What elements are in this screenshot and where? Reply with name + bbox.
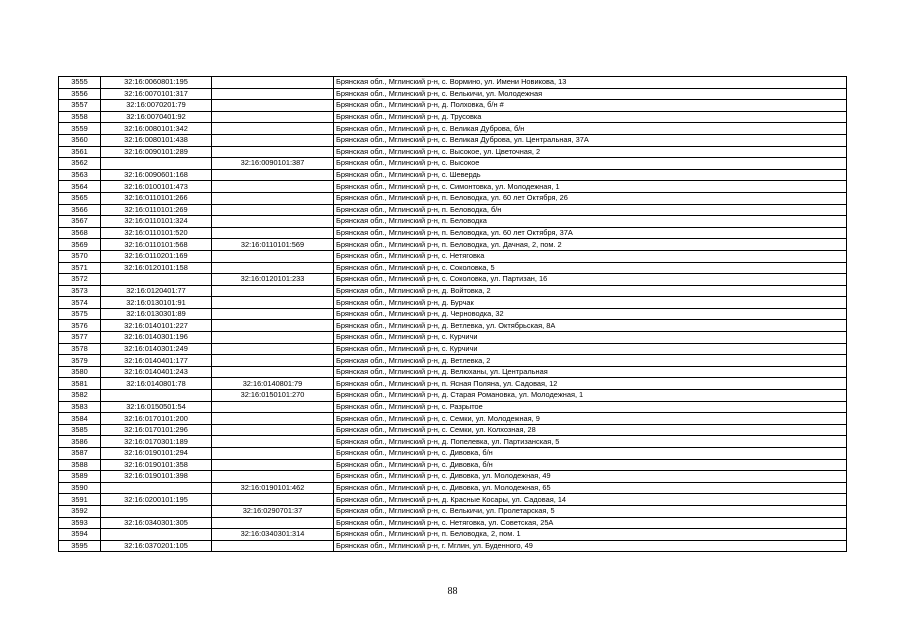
row-number-cell: 3594 xyxy=(59,529,101,541)
table-row xyxy=(59,216,847,228)
building-cadastral-number-cell xyxy=(212,413,334,425)
row-number-cell: 3583 xyxy=(59,401,101,413)
cadastral-number-cell: 32:16:0170101:296 xyxy=(101,424,212,436)
row-number-cell: 3567 xyxy=(59,216,101,228)
cadastral-number-cell: 32:16:0140401:177 xyxy=(101,355,212,367)
cadastral-number-cell xyxy=(101,529,212,541)
address-cell: Брянская обл., Мглинский р-н, с. Дивовка, б/н xyxy=(334,459,847,471)
cadastral-number-cell: 32:16:0120401:77 xyxy=(101,285,212,297)
cadastral-number-cell: 32:16:0140801:78 xyxy=(101,378,212,390)
building-cadastral-number-cell xyxy=(212,77,334,89)
table-row xyxy=(59,448,847,460)
cadastral-number-cell: 32:16:0110201:169 xyxy=(101,250,212,262)
building-cadastral-number-cell xyxy=(212,146,334,158)
row-number-cell: 3568 xyxy=(59,227,101,239)
building-cadastral-number-cell xyxy=(212,517,334,529)
building-cadastral-number-cell xyxy=(212,320,334,332)
building-cadastral-number-cell xyxy=(212,343,334,355)
table-row xyxy=(59,77,847,89)
table-row xyxy=(59,134,847,146)
row-number-cell: 3570 xyxy=(59,250,101,262)
table-row xyxy=(59,378,847,390)
table-row xyxy=(59,181,847,193)
address-cell: Брянская обл., Мглинский р-н, с. Соколовка, ул. Партизан, 16 xyxy=(334,274,847,286)
row-number-cell: 3560 xyxy=(59,134,101,146)
table-row xyxy=(59,401,847,413)
table-row xyxy=(59,343,847,355)
cadastral-number-cell: 32:16:0190101:358 xyxy=(101,459,212,471)
building-cadastral-number-cell: 32:16:0110101:569 xyxy=(212,239,334,251)
building-cadastral-number-cell xyxy=(212,436,334,448)
building-cadastral-number-cell xyxy=(212,169,334,181)
building-cadastral-number-cell xyxy=(212,100,334,112)
cadastral-number-cell: 32:16:0130101:91 xyxy=(101,297,212,309)
address-cell: Брянская обл., Мглинский р-н, д. Ветлевка, ул. Октябрьская, 8А xyxy=(334,320,847,332)
row-number-cell: 3555 xyxy=(59,77,101,89)
address-cell: Брянская обл., Мглинский р-н, д. Полховка, б/н # xyxy=(334,100,847,112)
address-cell: Брянская обл., Мглинский р-н, с. Вормино, ул. Имени Новикова, 13 xyxy=(334,77,847,89)
cadastral-number-cell: 32:16:0140101:227 xyxy=(101,320,212,332)
address-cell: Брянская обл., Мглинский р-н, с. Разрытое xyxy=(334,401,847,413)
cadastral-number-cell: 32:16:0080101:342 xyxy=(101,123,212,135)
building-cadastral-number-cell xyxy=(212,123,334,135)
row-number-cell: 3593 xyxy=(59,517,101,529)
row-number-cell: 3559 xyxy=(59,123,101,135)
address-cell: Брянская обл., Мглинский р-н, с. Нетяговка, ул. Советская, 25А xyxy=(334,517,847,529)
row-number-cell: 3566 xyxy=(59,204,101,216)
building-cadastral-number-cell: 32:16:0190101:462 xyxy=(212,482,334,494)
table-row xyxy=(59,459,847,471)
building-cadastral-number-cell xyxy=(212,332,334,344)
cadastral-number-cell: 32:16:0190101:294 xyxy=(101,448,212,460)
cadastral-number-cell: 32:16:0080101:438 xyxy=(101,134,212,146)
address-cell: Брянская обл., Мглинский р-н, с. Дивовка, ул. Молодежная, 49 xyxy=(334,471,847,483)
address-cell: Брянская обл., Мглинский р-н, г. Мглин, ул. Буденного, 49 xyxy=(334,540,847,552)
row-number-cell: 3580 xyxy=(59,366,101,378)
table-row xyxy=(59,390,847,402)
building-cadastral-number-cell: 32:16:0090101:387 xyxy=(212,158,334,170)
address-cell: Брянская обл., Мглинский р-н, с. Высокое xyxy=(334,158,847,170)
building-cadastral-number-cell xyxy=(212,448,334,460)
address-cell: Брянская обл., Мглинский р-н, п. Беловодка, б/н xyxy=(334,204,847,216)
building-cadastral-number-cell: 32:16:0150101:270 xyxy=(212,390,334,402)
table-row xyxy=(59,413,847,425)
cadastral-number-cell xyxy=(101,505,212,517)
registry-table-body xyxy=(59,77,847,552)
table-row xyxy=(59,505,847,517)
row-number-cell: 3591 xyxy=(59,494,101,506)
row-number-cell: 3564 xyxy=(59,181,101,193)
table-row xyxy=(59,169,847,181)
table-row xyxy=(59,494,847,506)
row-number-cell: 3582 xyxy=(59,390,101,402)
table-row xyxy=(59,262,847,274)
building-cadastral-number-cell xyxy=(212,459,334,471)
row-number-cell: 3588 xyxy=(59,459,101,471)
building-cadastral-number-cell xyxy=(212,355,334,367)
building-cadastral-number-cell xyxy=(212,216,334,228)
address-cell: Брянская обл., Мглинский р-н, с. Велькичи, ул. Пролетарская, 5 xyxy=(334,505,847,517)
property-registry-table xyxy=(58,76,847,552)
row-number-cell: 3561 xyxy=(59,146,101,158)
building-cadastral-number-cell xyxy=(212,250,334,262)
table-row xyxy=(59,424,847,436)
table-row xyxy=(59,332,847,344)
table-row xyxy=(59,366,847,378)
cadastral-number-cell xyxy=(101,274,212,286)
table-row xyxy=(59,204,847,216)
address-cell: Брянская обл., Мглинский р-н, д. Попелевка, ул. Партизанская, 5 xyxy=(334,436,847,448)
address-cell: Брянская обл., Мглинский р-н, д. Войтовка, 2 xyxy=(334,285,847,297)
address-cell: Брянская обл., Мглинский р-н, с. Дивовка, ул. Молодежная, 65 xyxy=(334,482,847,494)
row-number-cell: 3573 xyxy=(59,285,101,297)
cadastral-number-cell xyxy=(101,158,212,170)
row-number-cell: 3595 xyxy=(59,540,101,552)
row-number-cell: 3556 xyxy=(59,88,101,100)
table-row xyxy=(59,227,847,239)
cadastral-number-cell: 32:16:0090101:289 xyxy=(101,146,212,158)
address-cell: Брянская обл., Мглинский р-н, д. Красные Косары, ул. Садовая, 14 xyxy=(334,494,847,506)
table-row xyxy=(59,471,847,483)
building-cadastral-number-cell xyxy=(212,111,334,123)
address-cell: Брянская обл., Мглинский р-н, п. Беловодка xyxy=(334,216,847,228)
table-row xyxy=(59,239,847,251)
cadastral-number-cell: 32:16:0370201:105 xyxy=(101,540,212,552)
table-row xyxy=(59,123,847,135)
cadastral-number-cell: 32:16:0070401:92 xyxy=(101,111,212,123)
table-row xyxy=(59,146,847,158)
address-cell: Брянская обл., Мглинский р-н, п. Беловодка, ул. 60 лет Октября, 37А xyxy=(334,227,847,239)
cadastral-number-cell xyxy=(101,390,212,402)
table-row xyxy=(59,482,847,494)
address-cell: Брянская обл., Мглинский р-н, с. Соколовка, 5 xyxy=(334,262,847,274)
table-row xyxy=(59,285,847,297)
table-row xyxy=(59,158,847,170)
cadastral-number-cell: 32:16:0340301:305 xyxy=(101,517,212,529)
table-row xyxy=(59,355,847,367)
cadastral-number-cell: 32:16:0090601:168 xyxy=(101,169,212,181)
row-number-cell: 3565 xyxy=(59,192,101,204)
row-number-cell: 3581 xyxy=(59,378,101,390)
cadastral-number-cell: 32:16:0200101:195 xyxy=(101,494,212,506)
address-cell: Брянская обл., Мглинский р-н, с. Высокое, ул. Цветочная, 2 xyxy=(334,146,847,158)
row-number-cell: 3571 xyxy=(59,262,101,274)
address-cell: Брянская обл., Мглинский р-н, п. Ясная Поляна, ул. Садовая, 12 xyxy=(334,378,847,390)
row-number-cell: 3592 xyxy=(59,505,101,517)
building-cadastral-number-cell xyxy=(212,88,334,100)
table-row xyxy=(59,88,847,100)
address-cell: Брянская обл., Мглинский р-н, д. Старая Романовка, ул. Молодежная, 1 xyxy=(334,390,847,402)
address-cell: Брянская обл., Мглинский р-н, с. Симонтовка, ул. Молодежная, 1 xyxy=(334,181,847,193)
address-cell: Брянская обл., Мглинский р-н, д. Трусовка xyxy=(334,111,847,123)
address-cell: Брянская обл., Мглинский р-н, с. Нетяговка xyxy=(334,250,847,262)
table-row xyxy=(59,320,847,332)
cadastral-number-cell: 32:16:0140301:249 xyxy=(101,343,212,355)
row-number-cell: 3579 xyxy=(59,355,101,367)
cadastral-number-cell: 32:16:0150501:54 xyxy=(101,401,212,413)
row-number-cell: 3589 xyxy=(59,471,101,483)
cadastral-number-cell: 32:16:0110101:324 xyxy=(101,216,212,228)
cadastral-number-cell: 32:16:0070201:79 xyxy=(101,100,212,112)
cadastral-number-cell xyxy=(101,482,212,494)
row-number-cell: 3557 xyxy=(59,100,101,112)
building-cadastral-number-cell: 32:16:0340301:314 xyxy=(212,529,334,541)
row-number-cell: 3585 xyxy=(59,424,101,436)
building-cadastral-number-cell xyxy=(212,262,334,274)
table-row xyxy=(59,436,847,448)
table-row xyxy=(59,517,847,529)
table-row xyxy=(59,274,847,286)
address-cell: Брянская обл., Мглинский р-н, с. Велькичи, ул. Молодежная xyxy=(334,88,847,100)
row-number-cell: 3576 xyxy=(59,320,101,332)
building-cadastral-number-cell xyxy=(212,494,334,506)
row-number-cell: 3577 xyxy=(59,332,101,344)
building-cadastral-number-cell xyxy=(212,297,334,309)
row-number-cell: 3569 xyxy=(59,239,101,251)
row-number-cell: 3584 xyxy=(59,413,101,425)
table-row xyxy=(59,192,847,204)
building-cadastral-number-cell xyxy=(212,227,334,239)
building-cadastral-number-cell: 32:16:0290701:37 xyxy=(212,505,334,517)
row-number-cell: 3575 xyxy=(59,308,101,320)
row-number-cell: 3586 xyxy=(59,436,101,448)
cadastral-number-cell: 32:16:0140301:196 xyxy=(101,332,212,344)
building-cadastral-number-cell: 32:16:0120101:233 xyxy=(212,274,334,286)
cadastral-number-cell: 32:16:0130301:89 xyxy=(101,308,212,320)
address-cell: Брянская обл., Мглинский р-н, с. Курчичи xyxy=(334,343,847,355)
address-cell: Брянская обл., Мглинский р-н, д. Черноводка, 32 xyxy=(334,308,847,320)
row-number-cell: 3563 xyxy=(59,169,101,181)
cadastral-number-cell: 32:16:0100101:473 xyxy=(101,181,212,193)
building-cadastral-number-cell xyxy=(212,471,334,483)
row-number-cell: 3572 xyxy=(59,274,101,286)
cadastral-number-cell: 32:16:0110101:520 xyxy=(101,227,212,239)
building-cadastral-number-cell xyxy=(212,181,334,193)
address-cell: Брянская обл., Мглинский р-н, с. Великая Дуброва, б/н xyxy=(334,123,847,135)
row-number-cell: 3578 xyxy=(59,343,101,355)
row-number-cell: 3562 xyxy=(59,158,101,170)
building-cadastral-number-cell xyxy=(212,285,334,297)
cadastral-number-cell: 32:16:0110101:269 xyxy=(101,204,212,216)
building-cadastral-number-cell xyxy=(212,308,334,320)
table-row xyxy=(59,540,847,552)
address-cell: Брянская обл., Мглинский р-н, д. Ветлевка, 2 xyxy=(334,355,847,367)
cadastral-number-cell: 32:16:0170101:200 xyxy=(101,413,212,425)
cadastral-number-cell: 32:16:0070101:317 xyxy=(101,88,212,100)
cadastral-number-cell: 32:16:0120101:158 xyxy=(101,262,212,274)
building-cadastral-number-cell xyxy=(212,192,334,204)
address-cell: Брянская обл., Мглинский р-н, с. Курчичи xyxy=(334,332,847,344)
row-number-cell: 3558 xyxy=(59,111,101,123)
address-cell: Брянская обл., Мглинский р-н, с. Великая Дуброва, ул. Центральная, 37А xyxy=(334,134,847,146)
table-row xyxy=(59,111,847,123)
row-number-cell: 3587 xyxy=(59,448,101,460)
building-cadastral-number-cell xyxy=(212,540,334,552)
table-row xyxy=(59,529,847,541)
cadastral-number-cell: 32:16:0110101:266 xyxy=(101,192,212,204)
page-number: 88 xyxy=(447,586,458,597)
address-cell: Брянская обл., Мглинский р-н, д. Велюханы, ул. Центральная xyxy=(334,366,847,378)
address-cell: Брянская обл., Мглинский р-н, с. Шевердь xyxy=(334,169,847,181)
address-cell: Брянская обл., Мглинский р-н, п. Беловодка, 2, пом. 1 xyxy=(334,529,847,541)
building-cadastral-number-cell xyxy=(212,134,334,146)
table-row xyxy=(59,308,847,320)
address-cell: Брянская обл., Мглинский р-н, п. Беловодка, ул. Дачная, 2, пом. 2 xyxy=(334,239,847,251)
address-cell: Брянская обл., Мглинский р-н, с. Дивовка, б/н xyxy=(334,448,847,460)
building-cadastral-number-cell xyxy=(212,401,334,413)
table-row xyxy=(59,100,847,112)
building-cadastral-number-cell: 32:16:0140801:79 xyxy=(212,378,334,390)
row-number-cell: 3590 xyxy=(59,482,101,494)
building-cadastral-number-cell xyxy=(212,204,334,216)
cadastral-number-cell: 32:16:0190101:398 xyxy=(101,471,212,483)
building-cadastral-number-cell xyxy=(212,366,334,378)
table-row xyxy=(59,250,847,262)
address-cell: Брянская обл., Мглинский р-н, с. Семки, ул. Молодежная, 9 xyxy=(334,413,847,425)
address-cell: Брянская обл., Мглинский р-н, д. Бурчак xyxy=(334,297,847,309)
cadastral-number-cell: 32:16:0060801:195 xyxy=(101,77,212,89)
building-cadastral-number-cell xyxy=(212,424,334,436)
table-row xyxy=(59,297,847,309)
row-number-cell: 3574 xyxy=(59,297,101,309)
address-cell: Брянская обл., Мглинский р-н, с. Семки, ул. Колхозная, 28 xyxy=(334,424,847,436)
cadastral-number-cell: 32:16:0170301:189 xyxy=(101,436,212,448)
address-cell: Брянская обл., Мглинский р-н, п. Беловодка, ул. 60 лет Октября, 26 xyxy=(334,192,847,204)
cadastral-number-cell: 32:16:0110101:568 xyxy=(101,239,212,251)
cadastral-number-cell: 32:16:0140401:243 xyxy=(101,366,212,378)
